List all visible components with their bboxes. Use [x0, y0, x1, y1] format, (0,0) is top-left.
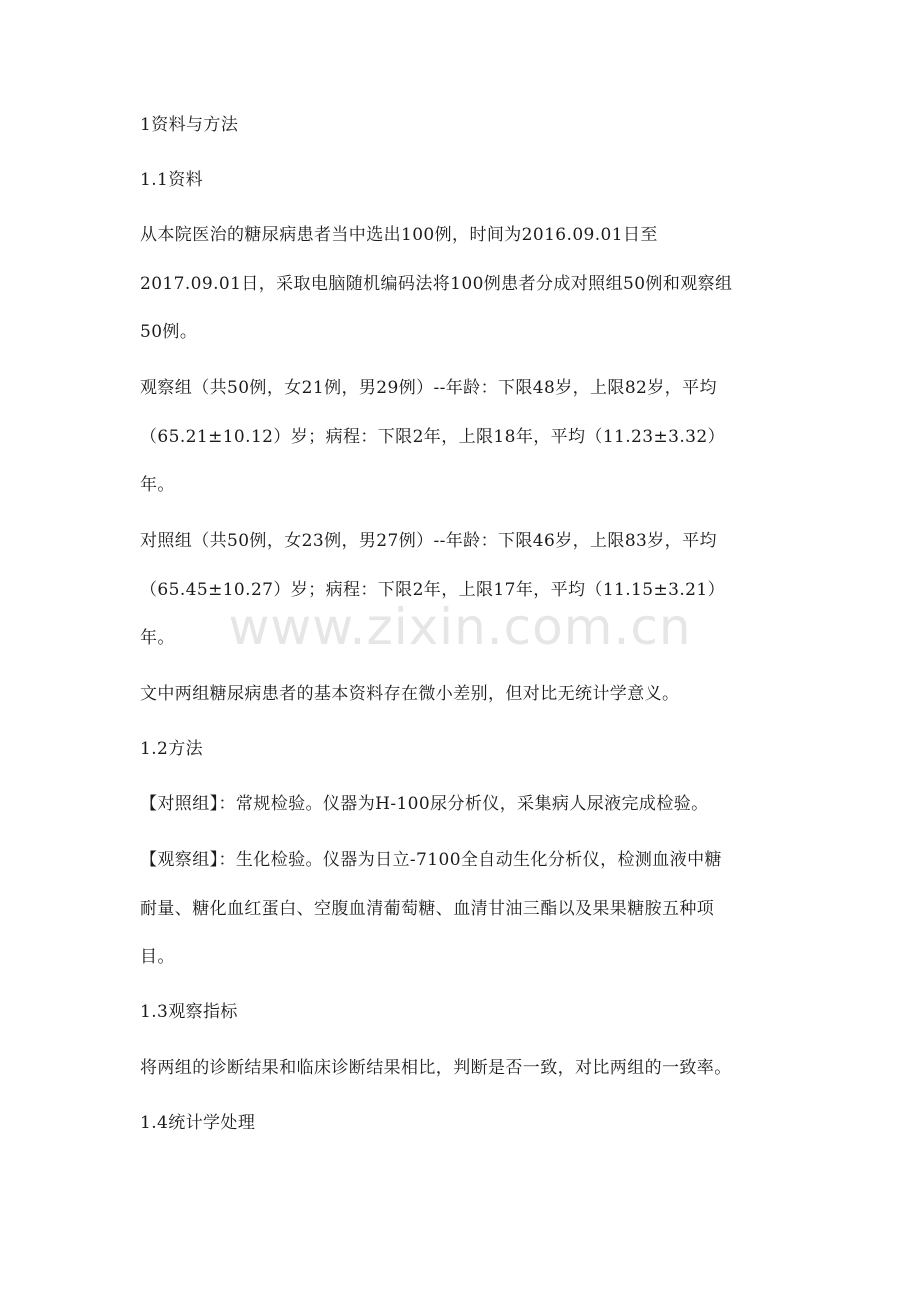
text-line: 【观察组】：生化检验。仪器为日立-7100全自动生化分析仪，检测血液中糖 [140, 850, 722, 870]
text-line: （65.45±10.27）岁；病程：下限2年，上限17年，平均（11.15±3.21） [140, 580, 725, 600]
text-line: 观察组（共50例，女21例，男29例）--年龄：下限48岁，上限82岁，平均 [140, 378, 717, 398]
heading-1-1: 1.1资料 [140, 170, 204, 190]
text-line: 年。 [140, 475, 175, 495]
text-line: 50例。 [140, 322, 198, 342]
heading-1: 1资料与方法 [140, 115, 239, 135]
watermark: www.zixin.com.cn [228, 598, 692, 656]
text-line: 年。 [140, 628, 175, 648]
heading-1-4: 1.4统计学处理 [140, 1113, 256, 1133]
text-line: 文中两组糖尿病患者的基本资料存在微小差别，但对比无统计学意义。 [140, 684, 680, 704]
text-line: 目。 [140, 947, 175, 967]
text-line: 耐量、糖化血红蛋白、空腹血清葡萄糖、血清甘油三酯以及果果糖胺五种项 [140, 899, 715, 919]
text-line: （65.21±10.12）岁；病程：下限2年，上限18年，平均（11.23±3.32） [140, 427, 725, 447]
text-line: 从本院医治的糖尿病患者当中选出100例，时间为2016.09.01日至 [140, 225, 658, 245]
text-line: 2017.09.01日，采取电脑随机编码法将100例患者分成对照组50例和观察组 [140, 274, 733, 294]
text-line: 将两组的诊断结果和临床诊断结果相比，判断是否一致，对比两组的一致率。 [140, 1058, 732, 1078]
text-line: 对照组（共50例，女23例，男27例）--年龄：下限46岁，上限83岁，平均 [140, 531, 717, 551]
heading-1-2: 1.2方法 [140, 739, 204, 759]
text-line: 【对照组】：常规检验。仪器为H-100尿分析仪，采集病人尿液完成检验。 [140, 794, 709, 814]
heading-1-3: 1.3观察指标 [140, 1002, 238, 1022]
